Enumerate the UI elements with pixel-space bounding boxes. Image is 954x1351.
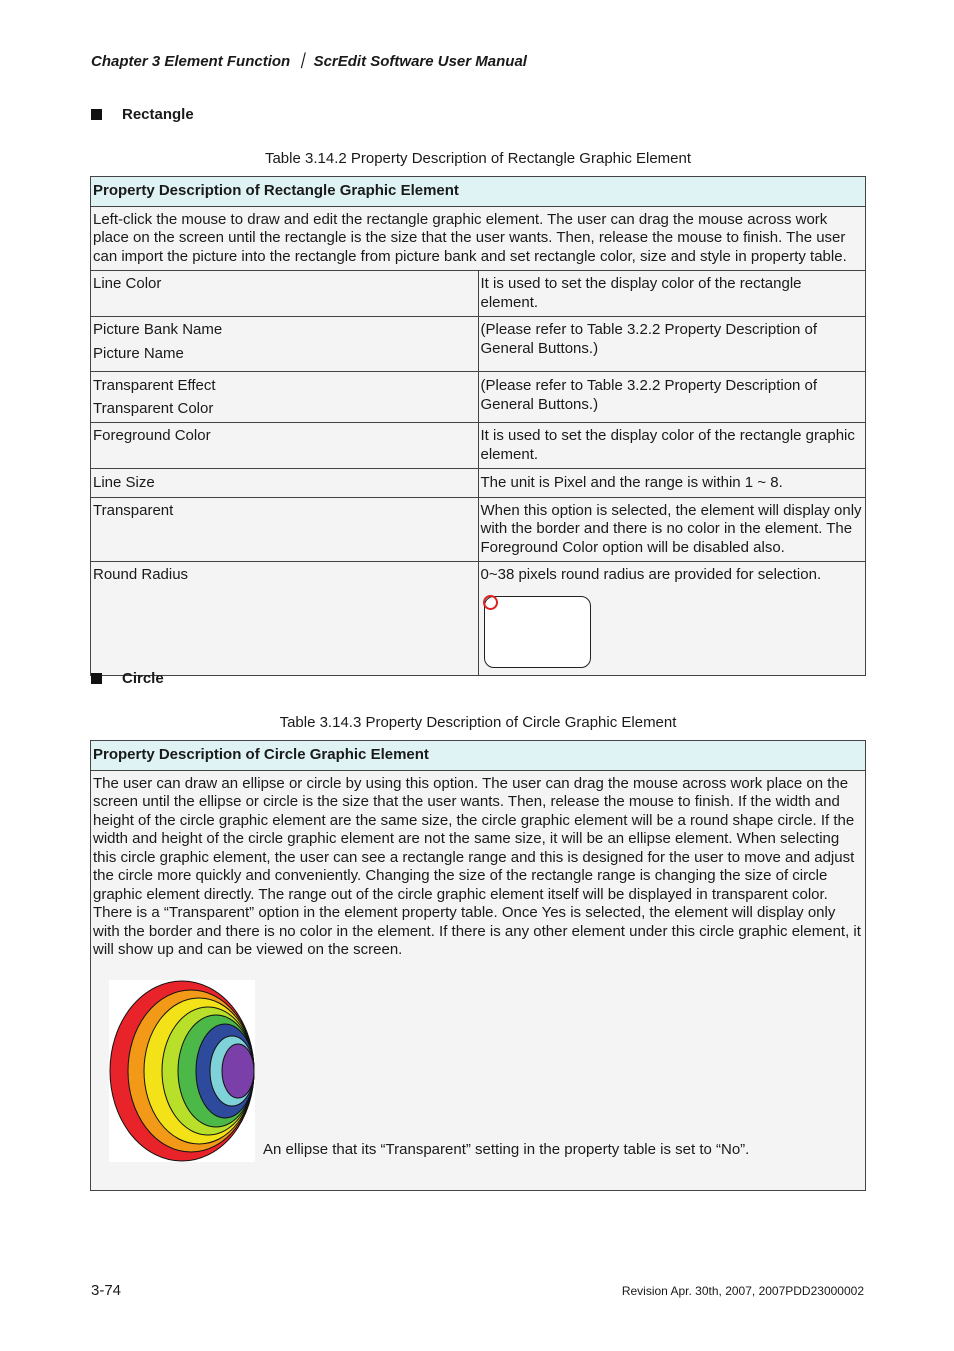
round-rectangle-illustration — [481, 593, 591, 671]
page-number: 3-74 — [91, 1282, 122, 1299]
bullet-square-icon — [91, 109, 102, 120]
property-name: Line Color — [91, 271, 479, 317]
property-name: Transparent — [91, 497, 479, 562]
circle-table-title: Property Description of Circle Graphic Element — [91, 741, 866, 771]
circle-heading — [91, 670, 164, 687]
revision-info: Revision Apr. 30th, 2007, 2007PDD23000002 — [621, 1284, 864, 1298]
property-name: Foreground Color — [91, 423, 479, 469]
circle-table-caption: Table 3.14.3 Property Description of Circle Graphic Element — [279, 714, 677, 731]
property-desc: It is used to set the display color of the rectangle element. — [478, 271, 866, 317]
property-desc — [478, 562, 866, 676]
round-radius-desc: 0~38 pixels round radius are provided for selection. — [480, 566, 822, 583]
table-header-row — [91, 741, 866, 771]
rounded-rectangle-shape — [484, 596, 591, 668]
property-name: Line Size — [91, 469, 479, 498]
rectangle-heading — [91, 106, 194, 123]
circle-description: The user can draw an ellipse or circle by using this option. The user can drag the mouse across work place on the screen until the ellipse or circle is the size that the user wants. Then, release the mouse to finish. If the width and height of the circle graphic element are the same size, the circle graphic element will be a round shape circle. If the width and height of the circle graphic element are not the same size, it will be an ellipse element. When selecting this circle graphic element, the user can see a rectangle range and this is designed for the user to move and adjust the circle more quickly and conveniently. Changing the size of the rectangle range is changing the size of circle graphic element directly. The range out of the circle graphic element itself will be displayed in transparent color. There is a “Transparent” option in the element property table. Once Yes is selected, the element will display only with the border and there is no color in the element. If there is any other element under this circle graphic element, it will show up and can be viewed on the screen. — [93, 774, 861, 958]
ellipse-figure — [109, 980, 863, 1162]
table-row — [91, 562, 866, 676]
bullet-square-icon — [91, 673, 102, 684]
radius-marker-circle — [483, 595, 498, 610]
property-desc: (Please refer to Table 3.2.2 Property Description of General Buttons.) — [478, 372, 866, 423]
property-desc: When this option is selected, the element will display only with the border and there is no color in the element. The Foreground Color option will be disabled also. — [478, 497, 866, 562]
rectangle-table-title: Property Description of Rectangle Graphic Element — [91, 177, 866, 207]
rectangle-table-caption: Table 3.14.2 Property Description of Rectangle Graphic Element — [264, 150, 692, 167]
table-row — [91, 469, 866, 498]
table-row — [91, 770, 866, 1190]
property-name-line: Picture Name — [93, 344, 184, 362]
table-row — [91, 271, 866, 317]
table-row — [91, 317, 866, 372]
property-name: Round Radius — [91, 562, 479, 676]
property-name-line: Transparent Effect — [93, 377, 216, 394]
property-name-line: Picture Bank Name — [93, 321, 223, 338]
property-name — [91, 372, 479, 423]
rectangle-heading-text: Rectangle — [122, 106, 194, 123]
ellipse-ring-8 — [222, 1044, 254, 1098]
table-row — [91, 206, 866, 271]
table-row — [91, 372, 866, 423]
ellipse-figure-caption: An ellipse that its “Transparent” setting in the property table is set to “No”. — [263, 1141, 750, 1158]
circle-property-table — [90, 740, 866, 1191]
running-header — [91, 50, 527, 71]
table-row — [91, 423, 866, 469]
manual-title: ScrEdit Software User Manual — [313, 53, 527, 70]
property-name-line: Transparent Color — [93, 399, 214, 417]
rectangle-intro: Left-click the mouse to draw and edit the rectangle graphic element. The user can drag the mouse across work place on the screen until the rectangle is the size that the user wants. Then, release the mouse to finish. The user can import the picture into the rectangle from picture bank and set rectangle color, size and style in property table. — [91, 206, 866, 271]
header-separator: ｜ — [294, 53, 310, 70]
property-desc: The unit is Pixel and the range is within 1 ~ 8. — [478, 469, 866, 498]
table-header-row — [91, 177, 866, 207]
property-name — [91, 317, 479, 372]
circle-description-cell — [91, 770, 866, 1190]
circle-heading-text: Circle — [122, 670, 164, 687]
property-desc: (Please refer to Table 3.2.2 Property Description of General Buttons.) — [478, 317, 866, 372]
chapter-title: Chapter 3 Element Function — [91, 53, 291, 70]
property-desc: It is used to set the display color of the rectangle graphic element. — [478, 423, 866, 469]
rectangle-property-table — [90, 176, 866, 676]
concentric-ellipses-image — [109, 980, 255, 1162]
table-row — [91, 497, 866, 562]
